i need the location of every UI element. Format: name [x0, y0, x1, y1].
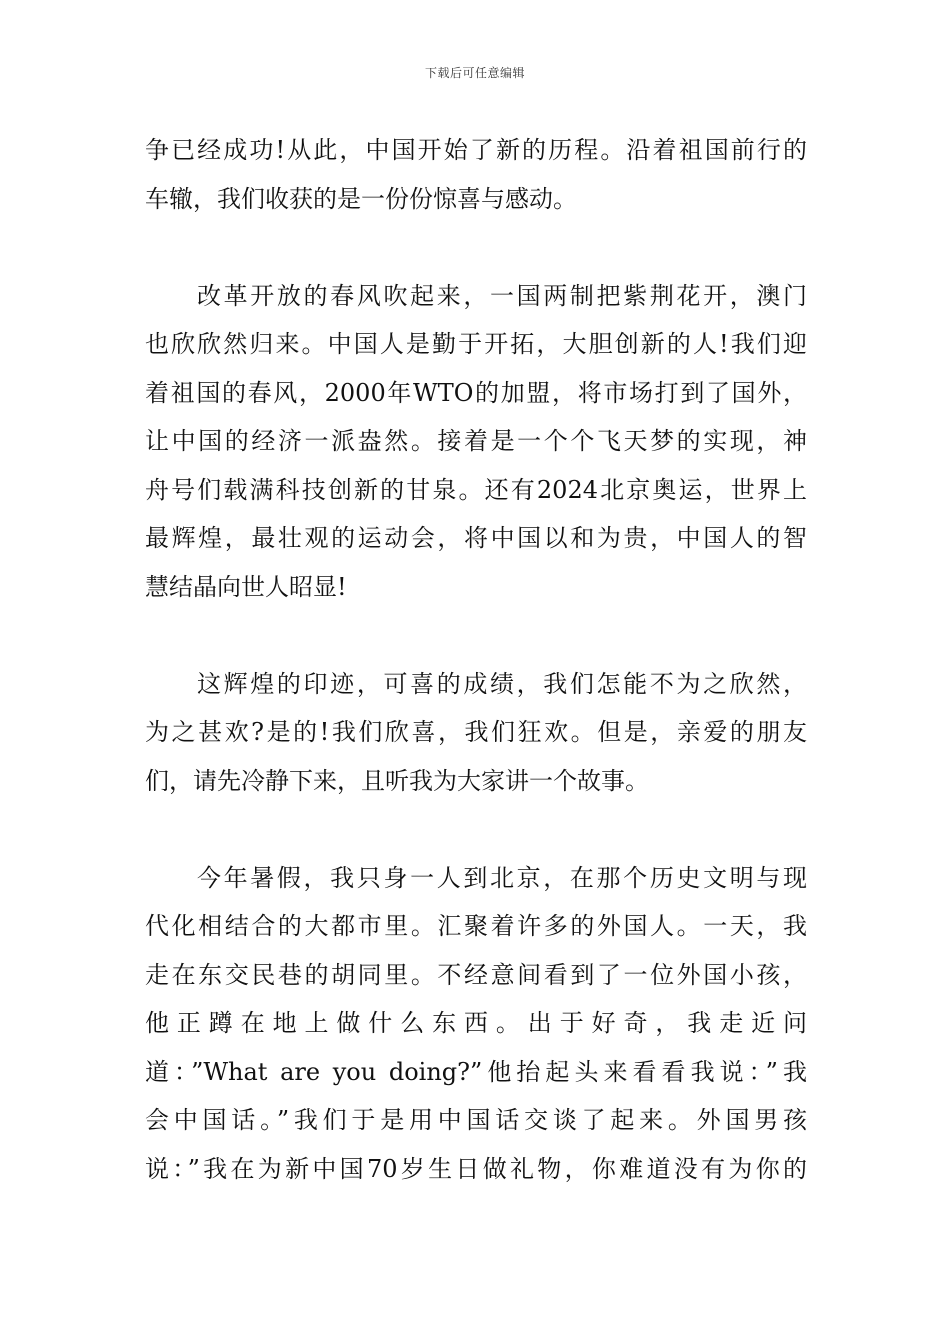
paragraph-gap: [145, 223, 807, 272]
text-line: 让中国的经济一派盎然。接着是一个个飞天梦的实现，神: [145, 427, 807, 455]
paragraph: [145, 660, 807, 806]
text-line: 道：”What are you doing?”他抬起头来看看我说：”我: [145, 1057, 807, 1086]
paragraph: [145, 126, 807, 223]
paragraph: [145, 854, 807, 1194]
text-line: 舟号们载满科技创新的甘泉。还有2024北京奥运，世界上: [145, 475, 807, 504]
text-line: 车辙，我们收获的是一份份惊喜与感动。: [145, 184, 577, 213]
page-header: 下载后可任意编辑: [424, 66, 525, 80]
paragraph: [145, 272, 807, 612]
text-line: 这辉煌的印迹，可喜的成绩，我们怎能不为之欣然，: [197, 669, 807, 698]
document-body: [145, 126, 807, 1193]
text-line: 改革开放的春风吹起来，一国两制把紫荆花开，澳门: [197, 281, 807, 310]
text-line: 慧结晶向世人昭显!: [145, 572, 347, 601]
text-line: 们，请先冷静下来，且听我为大家讲一个故事。: [145, 766, 649, 795]
text-line: 也欣欣然归来。中国人是勤于开拓，大胆创新的人!我们迎: [145, 330, 807, 358]
text-line: 会中国话。”我们于是用中国话交谈了起来。外国男孩: [145, 1106, 807, 1134]
text-line: 说：”我在为新中国70岁生日做礼物，你难道没有为你的: [145, 1154, 807, 1183]
text-line: 他正蹲在地上做什么东西。出于好奇，我走近问: [145, 1009, 807, 1037]
text-line: 代化相结合的大都市里。汇聚着许多的外国人。一天，我: [145, 912, 807, 940]
paragraph-gap: [145, 611, 807, 660]
text-line: 今年暑假，我只身一人到北京，在那个历史文明与现: [197, 863, 807, 892]
paragraph-gap: [145, 805, 807, 854]
text-line: 为之甚欢?是的!我们欣喜，我们狂欢。但是，亲爱的朋友: [145, 718, 807, 746]
text-line: 走在东交民巷的胡同里。不经意间看到了一位外国小孩，: [145, 960, 807, 989]
text-line: 着祖国的春风，2000年WTO的加盟，将市场打到了国外，: [145, 378, 807, 407]
text-line: 最辉煌，最壮观的运动会，将中国以和为贵，中国人的智: [145, 524, 807, 552]
text-line: 争已经成功!从此，中国开始了新的历程。沿着祖国前行的: [145, 136, 807, 164]
